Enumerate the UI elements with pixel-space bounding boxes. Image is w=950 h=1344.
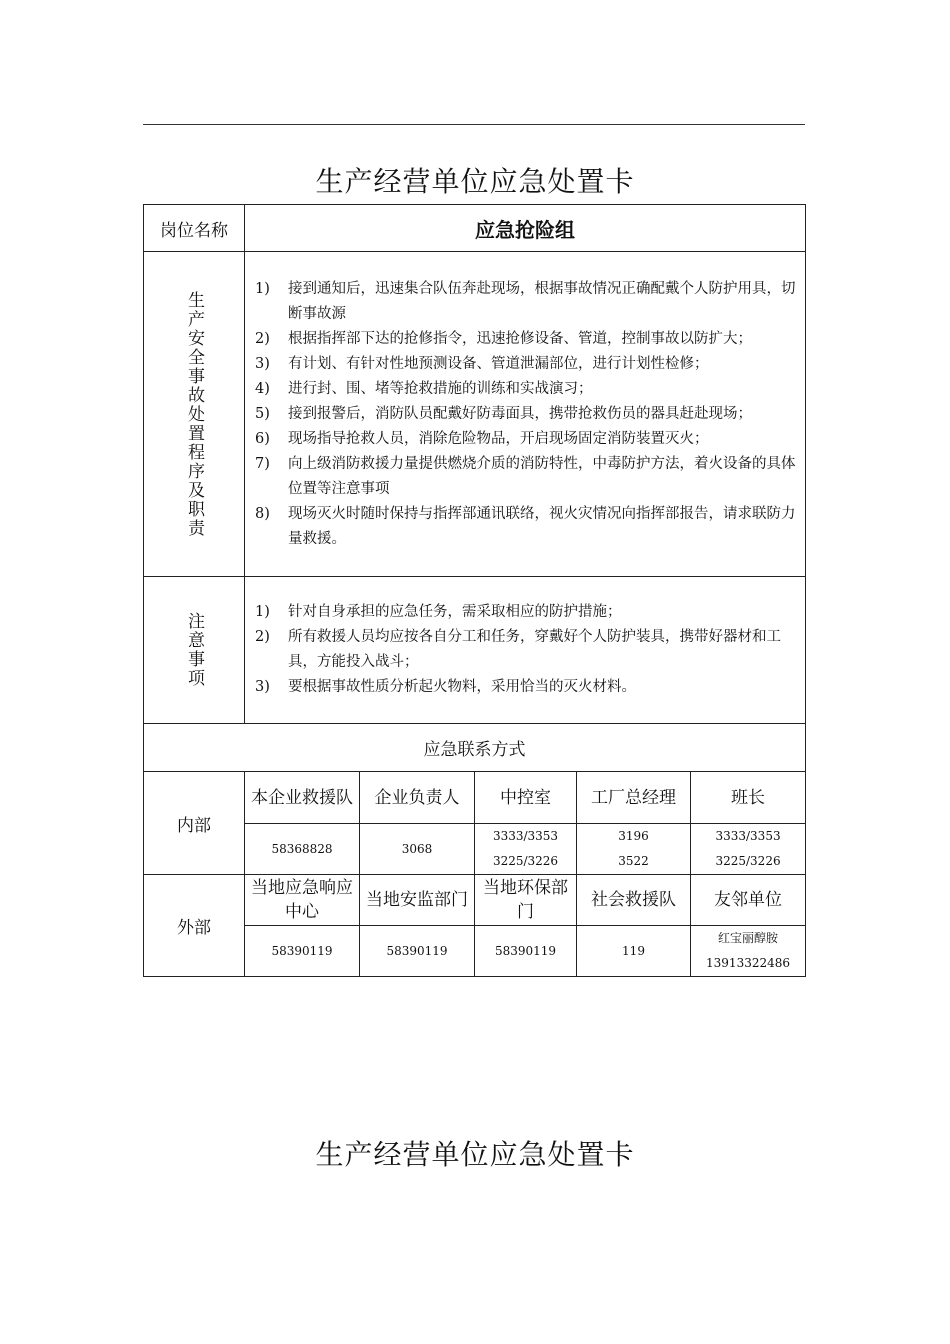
procedure-item [255,402,797,427]
procedure-item [255,452,797,502]
procedure-item-number: 4) [255,380,270,397]
external-value-cell: 58390119 [360,926,475,977]
post-name: 应急抢险组 [245,205,806,252]
emergency-card-table [143,204,806,977]
procedure-item-text: 向上级消防救援力量提供燃烧介质的消防特性，中毒防护方法，着火设备的具体位置等注意事项 [288,455,796,497]
internal-value-cell: 3333/3353 3225/3226 [475,824,577,875]
internal-header-cell: 中控室 [475,772,577,824]
internal-header-cell: 本企业救援队 [245,772,360,824]
procedure-item-text: 现场灭火时随时保持与指挥部通讯联络，视火灾情况向指挥部报告，请求联防力量救援。 [288,505,796,547]
procedure-item [255,377,797,402]
internal-value-cell: 3068 [360,824,475,875]
notes-item [255,600,797,625]
procedure-list [245,273,805,556]
internal-value-cell: 3333/3353 3225/3226 [691,824,806,875]
notes-item-text: 所有救援人员均应按各自分工和任务，穿戴好个人防护装具，携带好器材和工具，方能投入战斗； [288,629,781,670]
external-label: 外部 [144,875,245,977]
external-header-cell: 友邻单位 [691,875,806,926]
external-header-cell: 社会救援队 [577,875,691,926]
notes-item-number: 1) [255,604,270,620]
procedure-label: 生产安全事故处置程序及职责 [184,290,204,538]
procedure-item-text: 接到通知后，迅速集合队伍奔赴现场，根据事故情况正确配戴个人防护用具，切断事故源 [288,280,796,322]
internal-header-cell: 工厂总经理 [577,772,691,824]
procedure-item-text: 现场指导抢救人员，消除危险物品，开启现场固定消防装置灭火； [288,430,709,447]
procedure-item [255,502,797,552]
procedure-item-number: 3) [255,355,270,372]
procedure-item [255,352,797,377]
internal-value-cell: 3196 3522 [577,824,691,875]
internal-header-cell: 班长 [691,772,806,824]
notes-item-number: 3) [255,679,270,695]
next-page-title: 生产经营单位应急处置卡 [315,1138,635,1171]
external-value-cell: 119 [577,926,691,977]
external-header-cell: 当地环保部门 [475,875,577,926]
notes-item-text: 针对自身承担的应急任务，需采取相应的防护措施； [288,604,622,620]
procedure-item-number: 2) [255,330,270,347]
external-value-cell: 红宝丽醇胺 13913322486 [691,926,806,977]
notes-item-text: 要根据事故性质分析起火物料，采用恰当的灭火材料。 [288,679,636,695]
notes-item [255,675,797,700]
procedure-label-cell [144,252,245,577]
procedure-item-text: 接到报警后，消防队员配戴好防毒面具，携带抢救伤员的器具赶赴现场； [288,405,752,422]
procedure-cell [245,252,806,577]
procedure-item-number: 7) [255,455,270,472]
procedure-item [255,277,797,327]
notes-item [255,625,797,675]
external-value-cell: 58390119 [475,926,577,977]
procedure-item [255,427,797,452]
notes-label: 注意事项 [184,612,204,688]
procedure-item-number: 8) [255,505,270,522]
contact-header: 应急联系方式 [144,724,806,772]
procedure-item-text: 有计划、有针对性地预测设备、管道泄漏部位，进行计划性检修； [288,355,709,372]
post-label: 岗位名称 [144,205,245,252]
procedure-item [255,327,797,352]
page-title: 生产经营单位应急处置卡 [315,165,635,198]
internal-label: 内部 [144,772,245,875]
external-value-cell: 58390119 [245,926,360,977]
external-header-cell: 当地安监部门 [360,875,475,926]
notes-list [245,596,805,704]
notes-cell [245,577,806,724]
internal-header-cell: 企业负责人 [360,772,475,824]
procedure-item-number: 5) [255,405,270,422]
procedure-item-text: 进行封、围、堵等抢救措施的训练和实战演习； [288,380,593,397]
external-header-cell: 当地应急响应中心 [245,875,360,926]
internal-value-cell: 58368828 [245,824,360,875]
procedure-item-text: 根据指挥部下达的抢修指令，迅速抢修设备、管道，控制事故以防扩大； [288,330,752,347]
procedure-item-number: 6) [255,430,270,447]
notes-label-cell [144,577,245,724]
header-rule [143,124,805,125]
procedure-item-number: 1) [255,280,270,297]
notes-item-number: 2) [255,629,270,645]
